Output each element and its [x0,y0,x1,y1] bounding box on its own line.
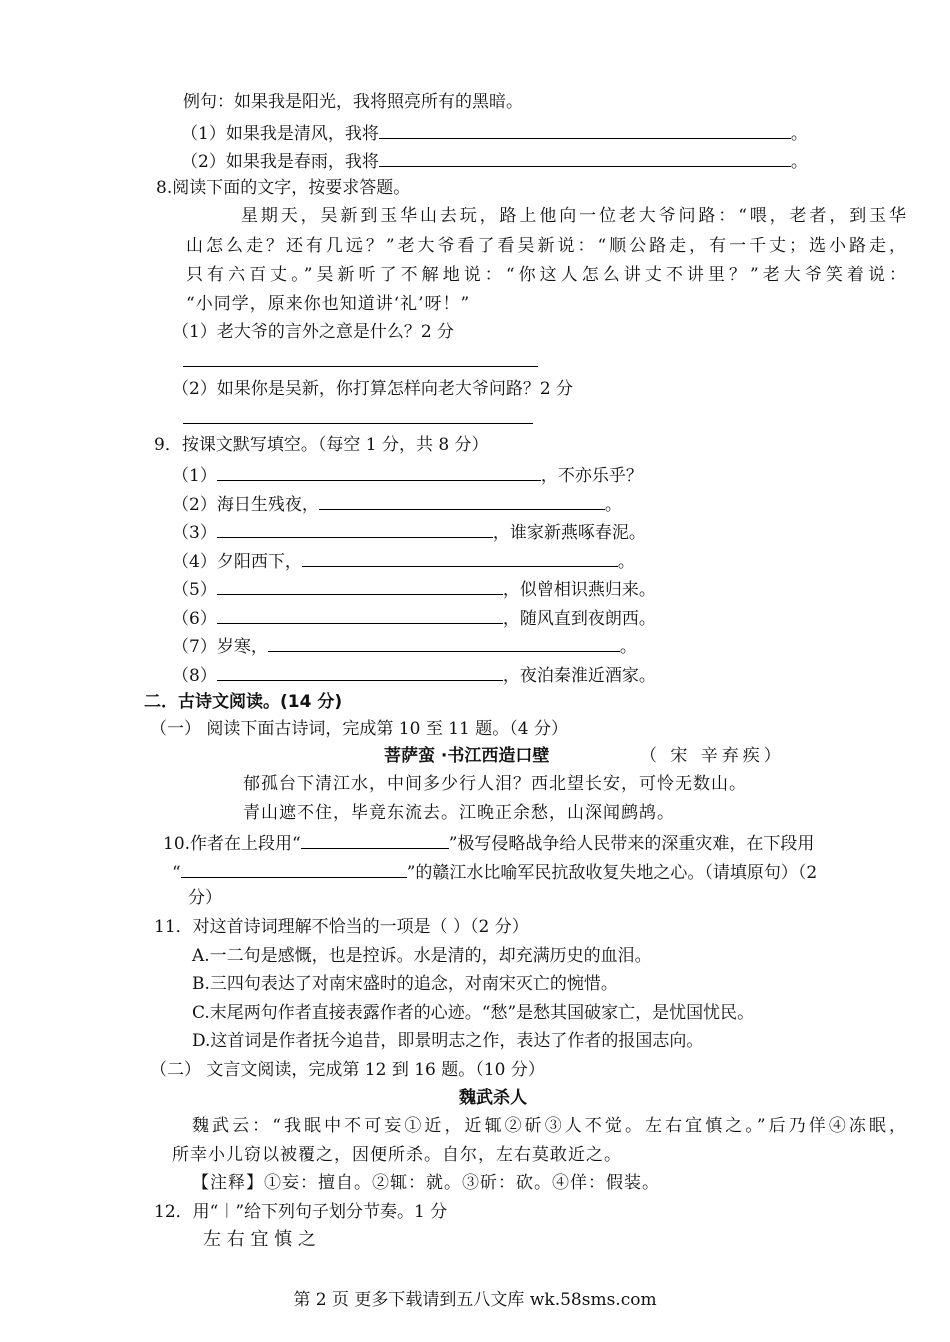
q9-item-prefix: （1） [172,466,217,486]
q9-item [172,548,635,573]
answer-blank[interactable] [217,662,503,681]
q8-answer-line-2[interactable] [183,423,533,424]
answer-blank[interactable] [217,519,493,538]
answer-blank[interactable] [217,605,503,624]
poem-author: （ 宋 辛弃疾） [640,746,785,766]
q9-item [172,462,643,487]
q9-item-suffix: ，不亦乐乎？ [540,466,643,486]
answer-blank[interactable] [217,462,541,481]
q11-option-c[interactable]: C.末尾两句作者直接表露作者的心迹。“愁”是愁其国破家亡，是忧国忧民。 [192,1003,755,1023]
q7-item-1 [181,120,808,145]
q9-item-prefix: （8） [172,666,217,686]
poem-title: 菩萨蛮 ·书江西造口壁 [384,746,550,766]
q8-answer-line-1[interactable] [183,366,538,367]
q10-line-2 [172,859,817,884]
poem-line: 青山遮不住，毕竟东流去。江晚正余愁，山深闻鹧鸪。 [243,803,675,823]
poem-line: 郁孤台下清江水，中间多少行人泪？西北望长安，可怜无数山。 [243,774,747,794]
q9-item [172,576,656,601]
q9-item-prefix: （6） [172,609,217,629]
q9-item-suffix: ，夜泊秦淮近酒家。 [502,666,656,686]
q11-option-d[interactable]: D.这首词是作者抚今追昔，即景明志之作，表达了作者的报国志向。 [192,1031,704,1051]
answer-blank[interactable] [268,633,620,652]
part-one-intro: （一） 阅读下面古诗词，完成第 10 至 11 题。（4 分） [150,719,569,739]
q7-item-2 [181,148,808,173]
q8-passage-line: 山怎么走？还有几远？”老大爷看了看吴新说：“顺公路走，有一千丈；选小路走， [186,236,907,256]
q8-passage-line: 只有六百丈。”吴新听了不解地说：“你这人怎么讲丈不讲里？”老大爷笑着说： [186,265,907,285]
q11-title: 11．对这首诗词理解不恰当的一项是（ ）（2 分） [154,917,529,937]
q8-sub-question-1: （1）老大爷的言外之意是什么？2 分 [172,322,455,342]
q7-item-1-label: （1）如果我是清风，我将 [181,124,379,144]
q9-item-suffix: ，谁家新燕啄春泥。 [492,523,646,543]
q10-line-1 [163,830,814,855]
answer-blank[interactable] [301,830,449,849]
passage-title: 魏武杀人 [459,1088,527,1108]
q8-passage-line: 星期天，吴新到玉华山去玩，路上他向一位老大爷问路：“喂，老者，到玉华 [241,206,907,226]
q9-item [172,633,637,658]
q10-text: ”的赣江水比喻军民抗敌收复失地之心。（请填原句）（2 [406,863,818,883]
q10-text: “ [172,863,181,883]
classical-text-line: 所幸小儿窃以被覆之，因便所杀。自尔，左右莫敢近之。 [172,1145,622,1165]
q9-item [172,519,646,544]
part-two-intro: （二） 文言文阅读，完成第 12 到 16 题。（10 分） [150,1060,545,1080]
section-heading: 二．古诗文阅读。(14 分) [144,692,343,712]
page-footer: 第 2 页 更多下载请到五八文库 wk.58sms.com [293,1290,657,1310]
answer-blank[interactable] [379,148,791,167]
q7-item-1-end: 。 [790,124,808,144]
q9-item-suffix: 。 [617,552,635,572]
q9-item-suffix: 。 [604,495,622,515]
q9-item-suffix: 。 [619,637,637,657]
q11-option-a[interactable]: A.一二句是感慨，也是控诉。水是清的，却充满历史的血泪。 [192,946,652,966]
q9-item [172,662,656,687]
q9-item-prefix: （5） [172,580,217,600]
q7-item-2-end: 。 [790,152,808,172]
q12-sentence: 左 右 宜 慎 之 [203,1229,316,1250]
q8-passage-line: “小同学，原来你也知道讲‘礼’呀！” [186,294,471,314]
q8-sub-question-2: （2）如果你是吴新，你打算怎样向老大爷问路？2 分 [172,379,574,399]
q9-item-prefix: （7）岁寒， [172,637,268,657]
annotation-notes: 【注释】①妄：擅自。②辄：就。③斫：砍。④佯：假装。 [192,1173,660,1193]
q10-line-3: 分） [188,888,222,908]
q11-option-b[interactable]: B.三四句表达了对南宋盛时的追念，对南宋灭亡的惋惜。 [192,974,618,994]
q9-item-suffix: ，随风直到夜朗西。 [502,609,656,629]
answer-blank[interactable] [217,576,503,595]
q8-title: 8.阅读下面的文字，按要求答题。 [156,178,411,198]
q9-item [172,605,656,630]
q10-text: ”极写侵略战争给人民带来的深重灾难，在下段用 [448,834,815,854]
classical-text-line: 魏武云：“我眠中不可妄①近，近辄②斫③人不觉。左右宜慎之。”后乃佯④冻眠， [192,1116,907,1136]
q9-item-prefix: （4）夕阳西下， [172,552,302,572]
q7-item-2-label: （2）如果我是春雨，我将 [181,152,379,172]
answer-blank[interactable] [181,859,407,878]
q12-title: 12．用“︱”给下列句子划分节奏。1 分 [154,1202,448,1222]
answer-blank[interactable] [302,548,618,567]
q9-title: 9．按课文默写填空。（每空 1 分，共 8 分） [154,435,489,455]
q9-item-suffix: ，似曾相识燕归来。 [502,580,656,600]
q9-item-prefix: （2）海日生残夜， [172,495,319,515]
example-sentence: 例句：如果我是阳光，我将照亮所有的黑暗。 [183,92,523,112]
answer-blank[interactable] [379,120,791,139]
q9-item-prefix: （3） [172,523,217,543]
answer-blank[interactable] [319,491,605,510]
q10-text: 10.作者在上段用“ [163,834,301,854]
q9-item [172,491,622,516]
